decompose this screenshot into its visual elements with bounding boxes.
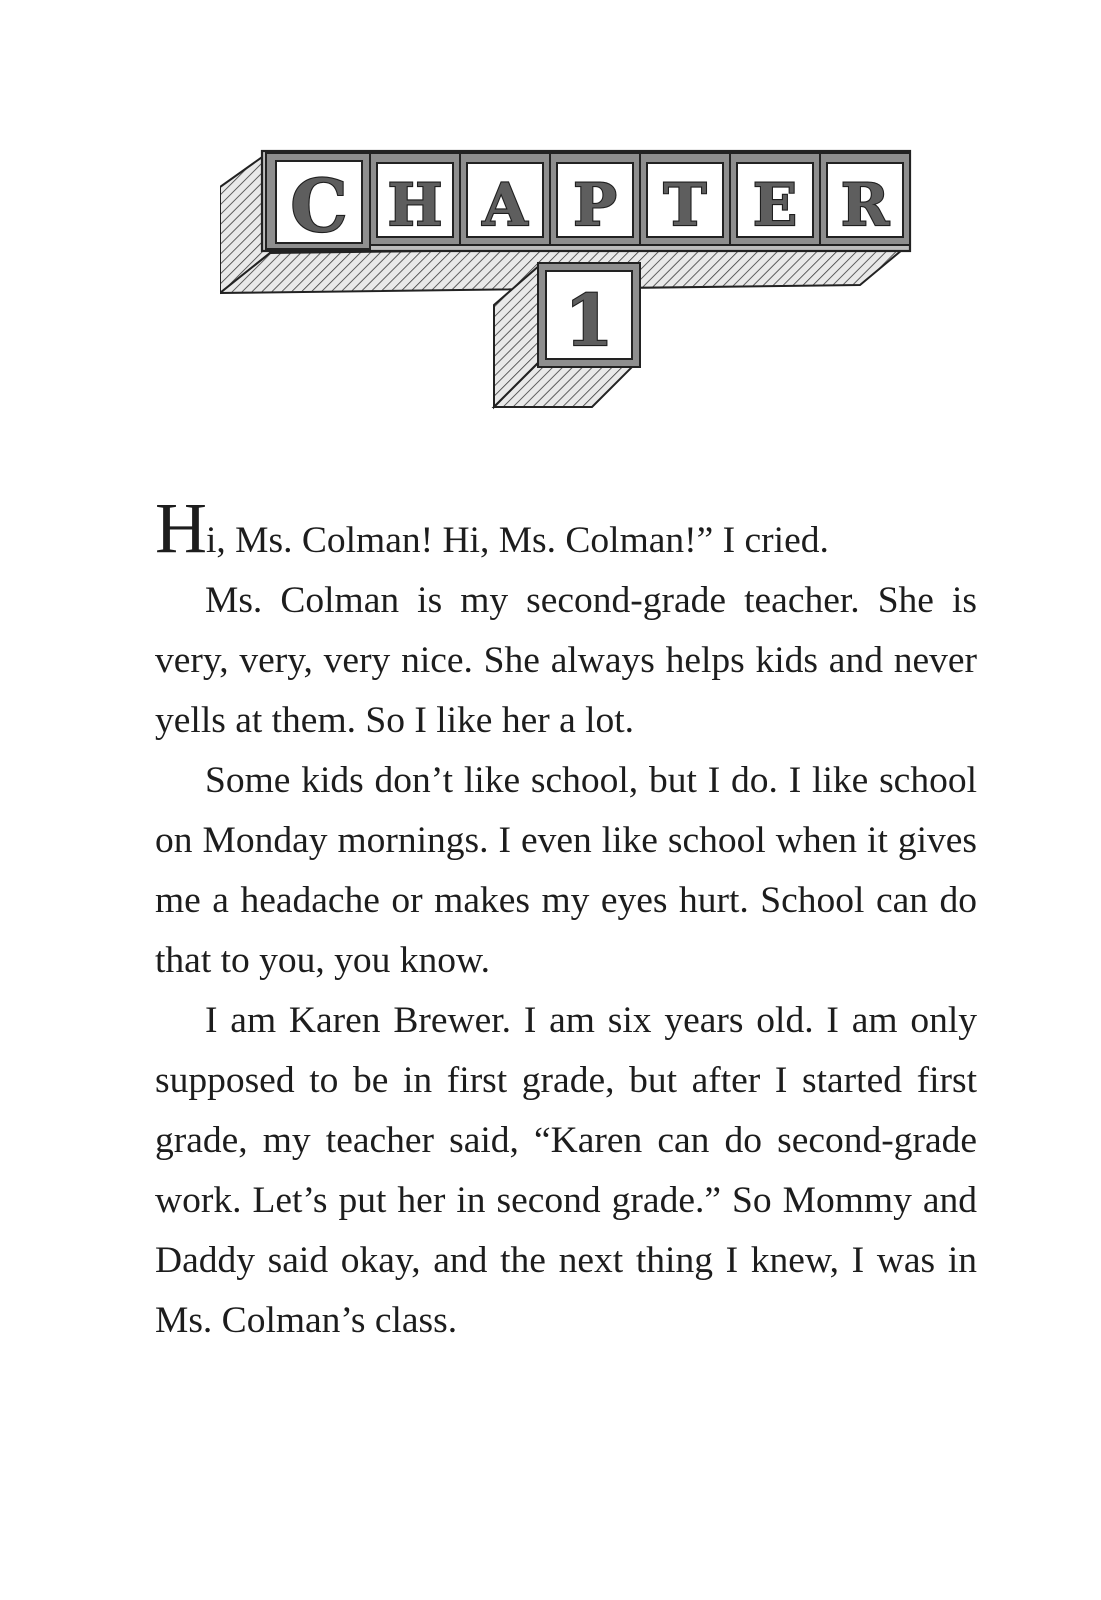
chapter-heading-blocks [220, 145, 920, 415]
block-h [370, 153, 460, 245]
paragraph-3: Some kids don’t like school, but I do. I like school on Monday mornings. I even like school when it gives me a headache or makes my eyes hurt. School can do that to you, you know. [155, 760, 977, 981]
block-letter-c: C [290, 163, 348, 248]
block-letter-h: H [387, 171, 443, 239]
paragraph-4: I am Karen Brewer. I am six years old. I am only supposed to be in first grade, but after I started first grade, my teacher said, “Karen can do second-grade work. Let’s put her in second grade.” So Mommy and Daddy said okay, and the next thing I knew, I was in Ms. Colman’s class. [155, 1000, 977, 1341]
chapter-blocks-illustration [220, 145, 920, 415]
paragraph-1-text: i, Ms. Colman! Hi, Ms. Colman!” I cried. [206, 520, 829, 561]
block-e [730, 153, 820, 245]
block-r [820, 153, 910, 245]
block-t [640, 153, 730, 245]
paragraph-1 [155, 488, 977, 571]
chapter-body-text [155, 488, 977, 1351]
block-letter-a: A [482, 171, 528, 239]
drop-cap: H [155, 488, 207, 568]
chapter-number: 1 [564, 279, 614, 362]
paragraph-2: Ms. Colman is my second-grade teacher. She is very, very, very nice. She always helps kids and never yells at them. So I like her a lot. [155, 580, 977, 741]
block-c [266, 153, 370, 249]
block-p [550, 153, 640, 245]
block-letter-r: R [840, 171, 890, 239]
block-number [538, 263, 640, 367]
block-a [460, 153, 550, 245]
block-letter-p: P [573, 171, 617, 239]
block-letter-t: T [663, 171, 707, 239]
block-letter-e: E [752, 171, 798, 239]
